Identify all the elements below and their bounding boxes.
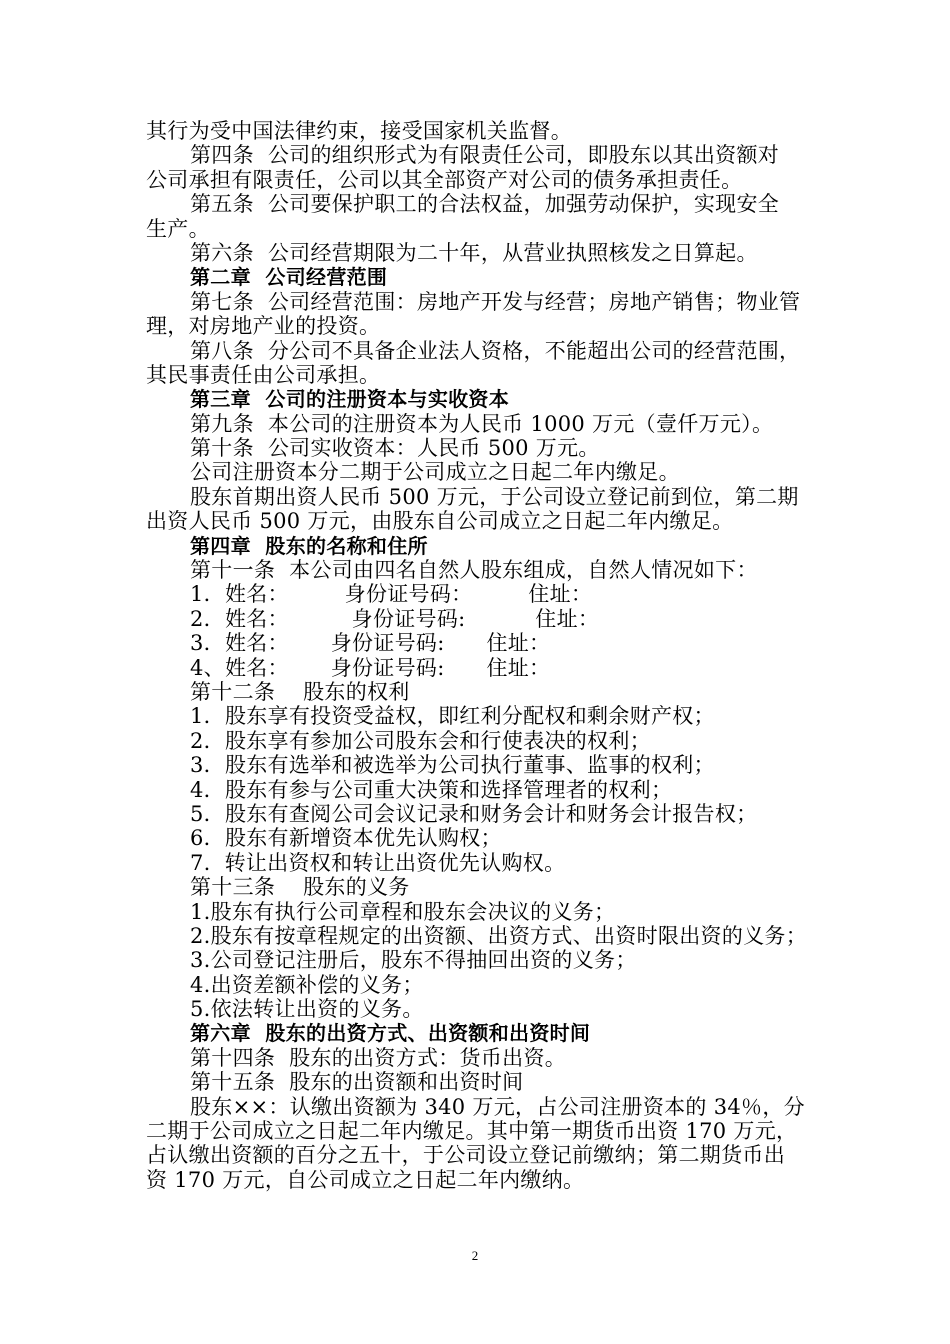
text-line: 股东××：认缴出资额为 340 万元，占公司注册资本的 34％，分: [190, 1094, 805, 1119]
text-line: 7. 转让出资权和转让出资优先认购权。: [190, 850, 566, 875]
text-line: 第七条 公司经营范围：房地产开发与经营；房地产销售；物业管: [190, 289, 801, 314]
text-line: 2．股东享有参加公司股东会和行使表决的权利；: [190, 728, 651, 753]
text-line: 第十一条 本公司由四名自然人股东组成，自然人情况如下：: [190, 558, 758, 583]
document-body: [146, 119, 826, 1192]
text-line: 公司注册资本分二期于公司成立之日起二年内缴足。: [190, 460, 680, 485]
text-line: 第五条 公司要保护职工的合法权益，加强劳动保护，实现安全: [190, 192, 780, 217]
text-line: 第十二条 股东的权利: [190, 679, 410, 704]
text-line: 6．股东有新增资本优先认购权；: [190, 826, 502, 851]
text-line: 占认缴出资额的百分之五十，于公司设立登记前缴纳；第二期货币出: [146, 1143, 785, 1168]
text-line: 3．姓名： 身份证号码: 住址：: [190, 631, 551, 656]
text-line: 3.公司登记注册后，股东不得抽回出资的义务；: [190, 948, 637, 973]
text-line: 其行为受中国法律约束，接受国家机关监督。: [146, 119, 572, 143]
text-line: 1．姓名： 身份证号码： 住址：: [190, 582, 593, 607]
chapter-heading: 第六章 股东的出资方式、出资额和出资时间: [190, 1021, 591, 1046]
chapter-heading: 第三章 公司的注册资本与实收资本: [190, 387, 510, 412]
text-line: 2．姓名： 身份证号码: 住址：: [190, 606, 600, 631]
text-line: 5．股东有查阅公司会议记录和财务会计和财务会计报告权；: [190, 801, 758, 826]
text-line: 第八条 分公司不具备企业法人资格，不能超出公司的经营范围，: [190, 338, 801, 363]
page-number: 2: [471, 1248, 479, 1263]
text-line: 5.依法转让出资的义务。: [190, 997, 424, 1022]
text-line: 第十四条 股东的出资方式：货币出资。: [190, 1045, 567, 1070]
text-line: 第十五条 股东的出资额和出资时间: [190, 1070, 524, 1095]
text-line: 第十条 公司实收资本：人民币 500 万元。: [190, 436, 600, 461]
text-line: 1.股东有执行公司章程和股东会决议的义务；: [190, 899, 616, 924]
text-line: 2.股东有按章程规定的出资额、出资方式、出资时限出资的义务；: [190, 923, 808, 948]
text-line: 出资人民币 500 万元，由股东自公司成立之日起二年内缴足。: [146, 509, 734, 534]
text-line: 4．股东有参与公司重大决策和选择管理者的权利；: [190, 777, 673, 802]
text-line: 生产。: [146, 216, 210, 241]
text-line: 3．股东有选举和被选举为公司执行董事、监事的权利；: [190, 753, 715, 778]
text-line: 1．股东享有投资受益权，即红利分配权和剩余财产权；: [190, 704, 715, 729]
text-line: 股东首期出资人民币 500 万元，于公司设立登记前到位，第二期: [190, 484, 799, 509]
text-line: 4.出资差额补偿的义务；: [190, 972, 424, 997]
text-line: 第九条 本公司的注册资本为人民币 1000 万元（壹仟万元）。: [190, 411, 774, 436]
text-line: 第十三条 股东的义务: [190, 875, 410, 900]
chapter-heading: 第二章 公司经营范围: [190, 265, 388, 290]
text-line: 资 170 万元，自公司成立之日起二年内缴纳。: [146, 1167, 585, 1192]
text-line: 公司承担有限责任，公司以其全部资产对公司的债务承担责任。: [146, 167, 743, 192]
text-line: 二期于公司成立之日起二年内缴足。其中第一期货币出资 170 万元，: [146, 1119, 798, 1144]
text-line: 第六条 公司经营期限为二十年，从营业执照核发之日算起。: [190, 240, 758, 265]
text-line: 第四条 公司的组织形式为有限责任公司，即股东以其出资额对: [190, 143, 780, 168]
chapter-heading: 第四章 股东的名称和住所: [190, 533, 428, 558]
text-line: 其民事责任由公司承担。: [146, 362, 381, 387]
text-line: 4、姓名： 身份证号码: 住址：: [190, 655, 551, 680]
text-line: 理，对房地产业的投资。: [146, 314, 381, 339]
